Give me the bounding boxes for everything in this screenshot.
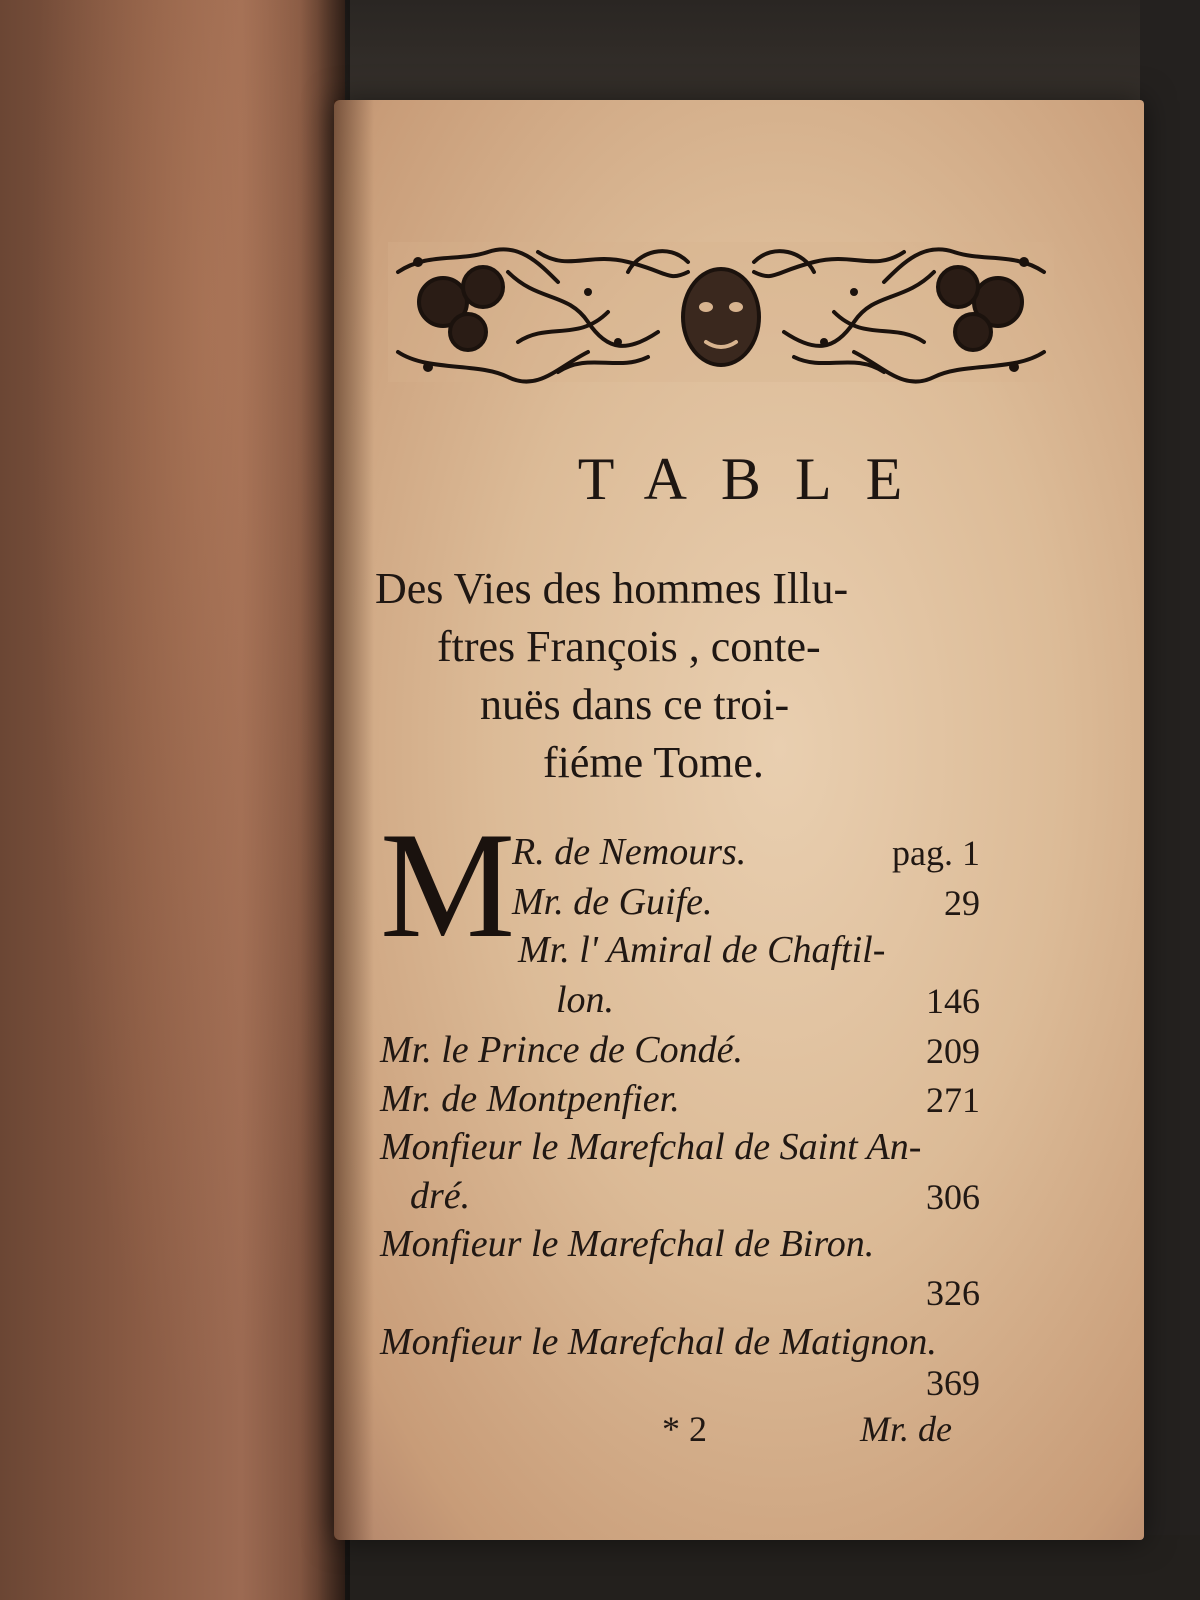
toc-entry-text: dré. bbox=[410, 1175, 471, 1217]
toc-entry-text: Monfieur le Marefchal de Matignon. bbox=[380, 1321, 937, 1363]
toc-entry-text: R. de Nemours. bbox=[512, 831, 747, 873]
subtitle-line: nuës dans ce troi- bbox=[480, 680, 790, 729]
toc-entry-page: 29 bbox=[944, 883, 980, 923]
toc-entry-page: 209 bbox=[926, 1031, 980, 1071]
catchword: Mr. de bbox=[860, 1409, 952, 1449]
toc-entry-text: Mr. le Prince de Condé. bbox=[380, 1029, 744, 1071]
signature-mark: * 2 bbox=[662, 1409, 707, 1449]
toc-entry-text: Mr. de Guife. bbox=[512, 881, 713, 923]
toc-entry-text: Mr. l' Amiral de Chaftil- bbox=[518, 929, 886, 971]
page-title: TABLE bbox=[577, 446, 937, 512]
subtitle-line: ftres François , conte- bbox=[437, 622, 821, 671]
toc-entry-text: Monfieur le Marefchal de Saint An- bbox=[380, 1126, 922, 1168]
toc-entry-page: 271 bbox=[926, 1080, 980, 1120]
toc-entry-page: 146 bbox=[926, 981, 980, 1021]
toc-entry-page: 369 bbox=[926, 1363, 980, 1403]
toc-entry-page: 326 bbox=[926, 1273, 980, 1313]
subtitle-line: fiéme Tome. bbox=[543, 738, 764, 787]
toc-entry-page: pag. 1 bbox=[892, 833, 980, 873]
toc-entry-text: Mr. de Montpenfier. bbox=[380, 1078, 680, 1120]
toc-entry-page: 306 bbox=[926, 1177, 980, 1217]
subtitle-line: Des Vies des hommes Illu- bbox=[375, 564, 849, 613]
toc-entry-text: Monfieur le Marefchal de Biron. bbox=[380, 1223, 875, 1265]
toc-entry-text: lon. bbox=[556, 979, 615, 1021]
drop-cap: M bbox=[380, 801, 516, 969]
